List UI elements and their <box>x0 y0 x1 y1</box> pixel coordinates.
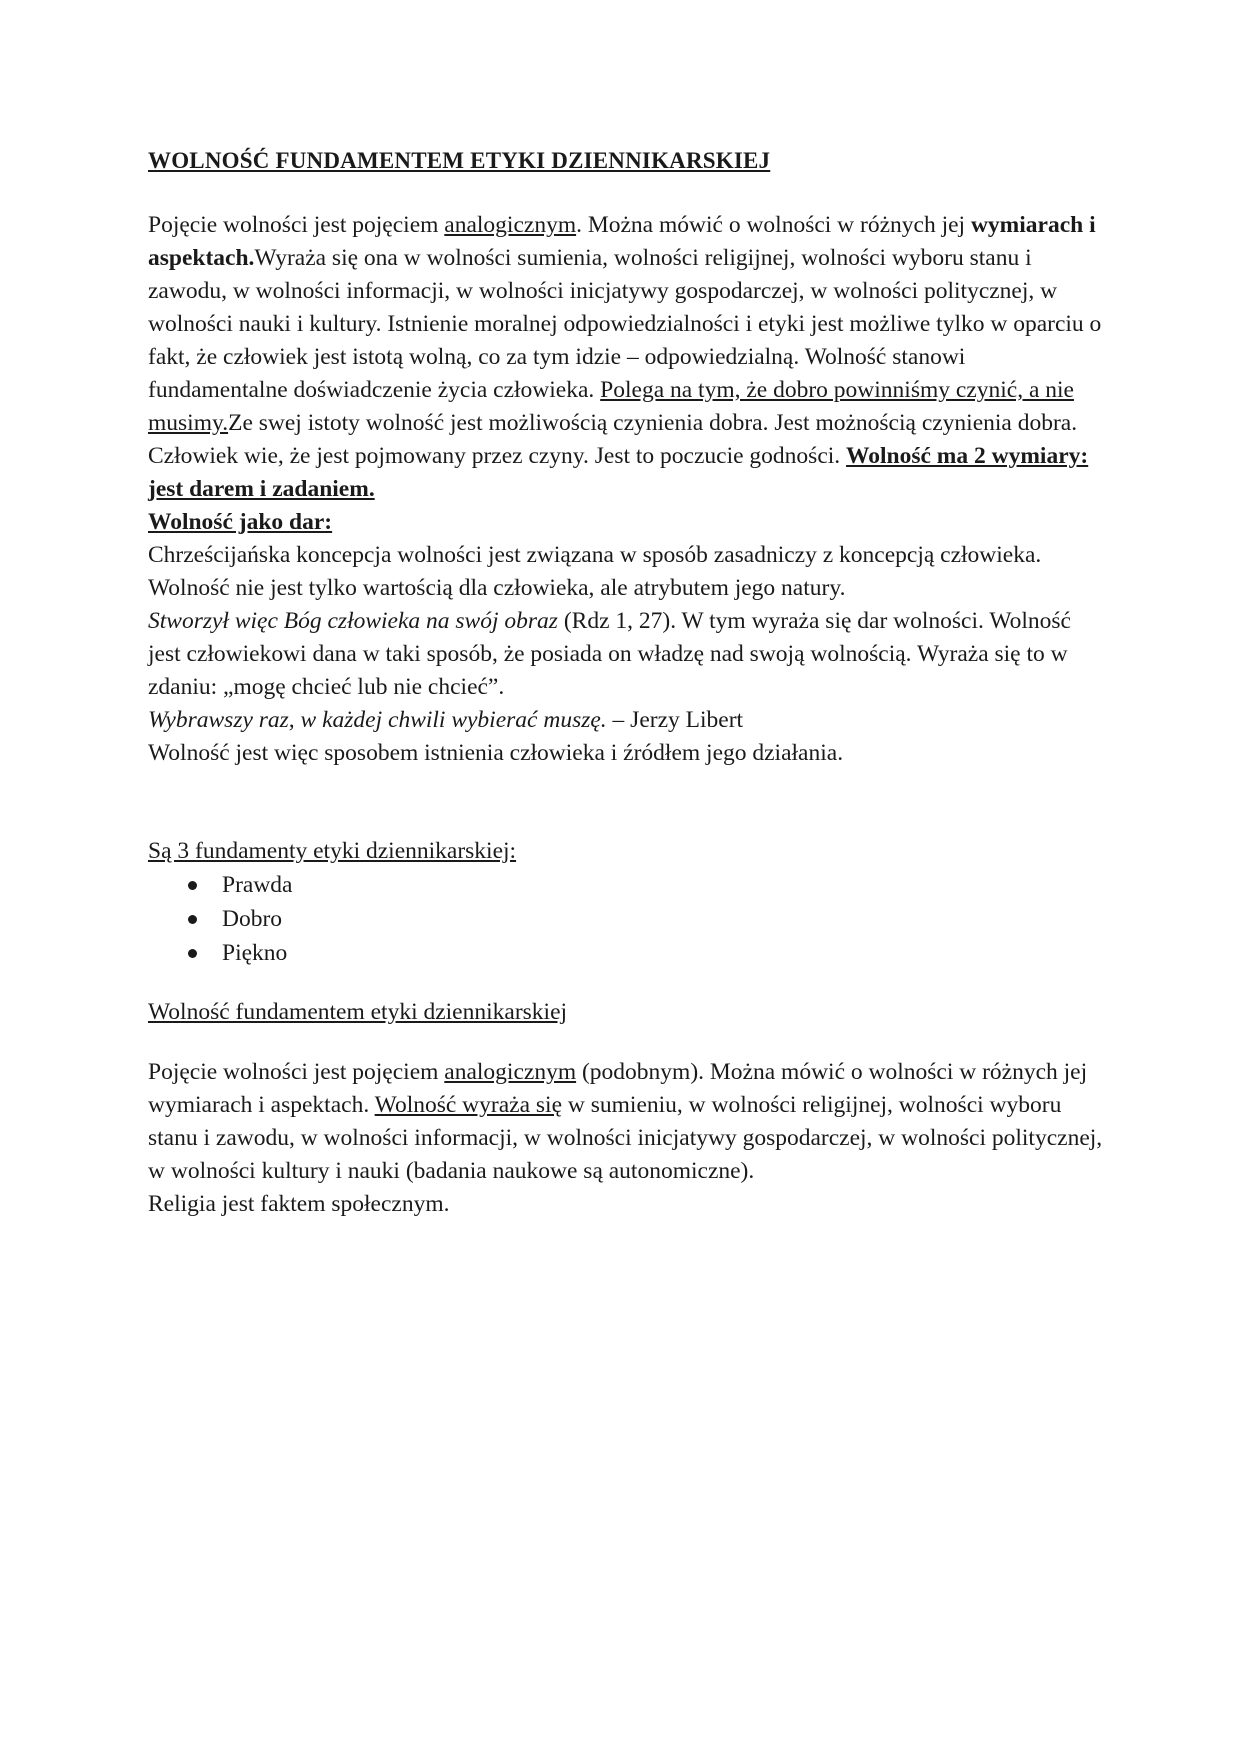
document-content <box>148 144 1108 1221</box>
section-heading-freedom: Wolność fundamentem etyki dziennikarskiej <box>148 999 568 1025</box>
paragraph-libert-quote <box>148 704 1108 737</box>
paragraph-freedom-analogical <box>148 1056 1108 1188</box>
text-run: (Rdz 1, 27). W tym wyraża się dar wolności. Wolność jest człowiekowi dana w taki sposób, że posiada on władzę nad swoją wolnością. Wyraża się to w zdaniu: „mogę chcieć lub nie chcieć”. <box>148 608 1071 700</box>
text-run: Pojęcie wolności jest pojęciem <box>148 212 445 238</box>
list-item <box>186 902 1108 936</box>
list-item <box>186 936 1108 970</box>
paragraph-christian-concept: Chrześcijańska koncepcja wolności jest związana w sposób zasadniczy z koncepcją człowieka. Wolność nie jest tylko wartością dla człowieka, ale atrybutem jego natury. <box>148 542 1042 601</box>
text-run: Ze swej istoty wolność jest możliwością czynienia dobra. Jest możnością czynienia dobra. Człowiek wie, że jest pojmowany przez czyny. Jest to poczucie godności. <box>148 410 1078 469</box>
list-item <box>186 868 1108 902</box>
spacer <box>148 970 1108 996</box>
paragraph-conclusion: Wolność jest więc sposobem istnienia człowieka i źródłem jego działania. <box>148 740 844 766</box>
bold-underlined-sentence: Wolność ma 2 wymiary: jest darem i zadaniem. <box>148 443 1089 502</box>
text-run: w sumieniu, w wolności religijnej, wolności wyboru stanu i zawodu, w wolności informacji, w wolności inicjatywy gospodarczej, w wolności politycznej, w wolności kultury i nauki (badania naukowe są autonomiczne). <box>148 1092 1103 1184</box>
paragraph-genesis <box>148 605 1108 704</box>
text-run: (podobnym). Można mówić o wolności w różnych jej wymiarach i aspektach. <box>148 1059 1088 1118</box>
text-run: Wyraża się ona w wolności sumienia, wolności religijnej, wolności wyboru stanu i zawodu, w wolności informacji, w wolności inicjatywy gospodarczej, w wolności politycznej, w wolności nauki i kultury. Istnienie moralnej odpowiedzialności i etyki jest możliwe tylko w oparciu o fakt, że człowiek jest istotą wolną, co za tym idzie – odpowiedzialną. Wolność stanowi fundamentalne doświadczenie życia człowieka. <box>148 245 1102 403</box>
fundamentals-heading: Są 3 fundamenty etyki dziennikarskiej: <box>148 838 517 864</box>
text-run: Pojęcie wolności jest pojęciem <box>148 1059 445 1085</box>
list-item-label: Dobro <box>222 906 283 932</box>
bullet-icon <box>188 915 197 924</box>
underlined-phrase: Wolność wyraża się <box>374 1092 563 1118</box>
italic-quote: Wybrawszy raz, w każdej chwili wybierać muszę. <box>148 707 607 733</box>
paragraph-intro <box>148 209 1108 506</box>
document-title: WOLNOŚĆ FUNDAMENTEM ETYKI DZIENNIKARSKIEJ <box>148 148 771 173</box>
bullet-icon <box>188 881 197 890</box>
bullet-icon <box>188 949 197 958</box>
paragraph-religion: Religia jest faktem społecznym. <box>148 1191 450 1217</box>
underlined-term: analogicznym <box>444 212 577 238</box>
text-run: – Jerzy Libert <box>606 707 744 733</box>
spacer <box>148 1029 1108 1056</box>
underlined-sentence: Polega na tym, że dobro powinniśmy czynić, a nie musimy. <box>148 377 1074 436</box>
text-run: . Można mówić o wolności w różnych jej <box>576 212 971 238</box>
subheading-gift: Wolność jako dar: <box>148 509 333 535</box>
underlined-term: analogicznym <box>444 1059 577 1085</box>
bold-phrase: wymiarach i aspektach. <box>148 212 1096 271</box>
list-item-label: Piękno <box>222 940 288 966</box>
italic-quote: Stworzył więc Bóg człowieka na swój obraz <box>148 608 558 634</box>
list-item-label: Prawda <box>222 872 293 898</box>
spacer <box>148 770 1108 835</box>
fundamentals-list <box>148 868 1108 970</box>
